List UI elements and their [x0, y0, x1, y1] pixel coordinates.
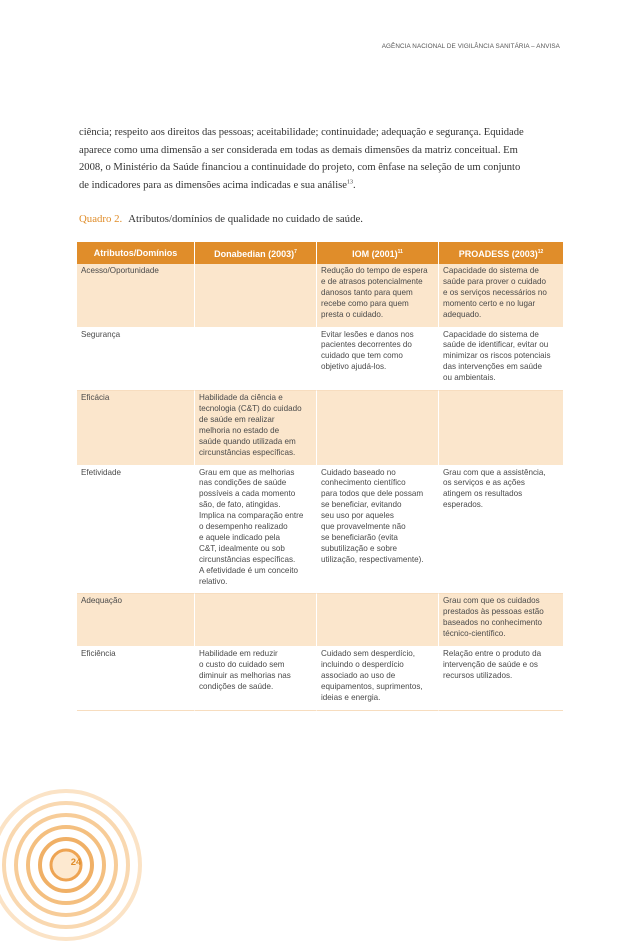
proadess-cell [439, 328, 563, 392]
citation-ref: 13 [346, 179, 353, 186]
cell-line: incluindo o desperdício [321, 660, 404, 669]
donabedian-cell [195, 594, 317, 647]
attribute-cell: Efetividade [77, 466, 195, 595]
cell-line: utilização, respectivamente). [321, 554, 424, 564]
cell-line: Implica na comparação entre [199, 511, 304, 521]
cell-line: circunstâncias específicas. [199, 554, 296, 564]
table-row [77, 466, 563, 595]
cell-line: presta o cuidado. [321, 309, 384, 319]
cell-line: se beneficiarão (evita [321, 532, 398, 542]
cell-line: se beneficiar, evitando [321, 500, 402, 510]
donabedian-cell [195, 466, 317, 595]
cell-line: Grau com que a assistência, [443, 467, 546, 477]
quality-attributes-table [77, 242, 563, 711]
cell-line: Relação entre o produto da [443, 649, 542, 659]
caption-label: Quadro 2. [79, 213, 123, 225]
iom-cell [317, 391, 439, 465]
cell-line: que provavelmente não [321, 522, 406, 532]
cell-line: ideias e energia. [321, 692, 381, 702]
cell-line: os serviços e as ações [443, 478, 525, 488]
cell-line: associado ao uso de [321, 670, 396, 680]
cell-line: C&T, idealmente ou sob [199, 543, 285, 553]
paragraph-line: 2008, o Ministério da Saúde financiou a continuidade do projeto, com ênfase na seleção de um conjunto [79, 162, 521, 174]
cell-line: técnico-científico. [443, 629, 506, 639]
cell-line: objetivo ajudá-los. [321, 362, 387, 372]
cell-line: Grau com que os cuidados [443, 596, 540, 606]
table-row [77, 647, 563, 711]
cell-line: de saúde em realizar [199, 414, 275, 424]
donabedian-cell [195, 391, 317, 465]
paragraph-line: aparece como uma dimensão a ser considerada em todas as demais dimensões da matriz conceitual. Em [79, 144, 518, 156]
cell-line: intervenção de saúde e os [443, 660, 538, 669]
cell-line: baseados no conhecimento [443, 618, 542, 628]
proadess-cell [439, 594, 563, 647]
cell-line: e aquele indicado pela [199, 532, 281, 542]
table-header-row [77, 242, 563, 264]
cell-line: relativo. [199, 576, 228, 586]
cell-line: Cuidado sem desperdício, [321, 649, 416, 659]
proadess-cell [439, 391, 563, 465]
proadess-cell [439, 466, 563, 595]
page-number: 24 [70, 857, 82, 868]
attribute-cell: Segurança [77, 328, 195, 392]
iom-cell [317, 647, 439, 711]
iom-cell [317, 328, 439, 392]
cell-line: condições de saúde. [199, 681, 274, 691]
cell-line: Evitar lesões e danos nos [321, 329, 414, 339]
table-row [77, 264, 563, 328]
donabedian-cell [195, 647, 317, 711]
cell-line: atingem os resultados [443, 489, 523, 499]
cell-line: saúde para prover o cuidado [443, 276, 547, 286]
cell-line: cuidado que tem como [321, 351, 403, 361]
cell-line: circunstâncias específicas. [199, 447, 296, 457]
cell-line: conhecimento científico [321, 478, 406, 488]
cell-line: das intervenções em saúde [443, 362, 542, 372]
cell-line: para todos que dele possam [321, 489, 424, 499]
proadess-cell [439, 647, 563, 711]
table-row [77, 594, 563, 647]
cell-line: pacientes decorrentes do [321, 340, 412, 350]
column-header: PROADESS $(2003)^{12}$ [439, 242, 563, 264]
cell-line: Capacidade do sistema de [443, 266, 539, 275]
attribute-cell: Adequação [77, 594, 195, 647]
cell-line: saúde de identificar, evitar ou [443, 340, 549, 350]
body-paragraph [79, 124, 562, 194]
cell-line: A efetividade é um conceito [199, 565, 298, 575]
cell-line: Grau em que as melhorias [199, 467, 295, 477]
column-header: IOM $(2001)^{11}$ [317, 242, 439, 264]
paragraph-line-last [79, 177, 562, 195]
iom-cell [317, 264, 439, 328]
table-caption [79, 213, 363, 225]
cell-line: e de atrasos potencialmente [321, 276, 423, 286]
paragraph-text: de indicadores para as dimensões acima indicadas e sua análise [79, 179, 347, 191]
table-row [77, 328, 563, 392]
cell-line: ou ambientais. [443, 373, 496, 383]
cell-line: seu uso por aqueles [321, 511, 394, 521]
cell-line: saúde quando utilizada em [199, 436, 296, 446]
cell-line: recebe como para quem [321, 298, 409, 308]
cell-line: esperados. [443, 500, 484, 510]
cell-line: o desempenho realizado [199, 522, 288, 532]
cell-line: melhoria no estado de [199, 425, 280, 435]
cell-line: danosos tanto para quem [321, 287, 413, 297]
attribute-cell: Acesso/Oportunidade [77, 264, 195, 328]
donabedian-cell [195, 328, 317, 392]
attribute-cell: Eficiência [77, 647, 195, 711]
cell-line: nas condições de saúde [199, 478, 287, 488]
donabedian-cell [195, 264, 317, 328]
cell-line: são, de fato, atingidas. [199, 500, 281, 510]
paragraph-end: . [352, 179, 356, 191]
cell-line: minimizar os riscos potenciais [443, 351, 551, 361]
cell-line: o custo do cuidado sem [199, 660, 285, 669]
column-header: Donabedian $(2003)^7$ [195, 242, 317, 264]
table-row [77, 391, 563, 465]
cell-line: prestados às pessoas estão [443, 607, 544, 617]
iom-cell [317, 594, 439, 647]
cell-line: tecnologia (C&T) do cuidado [199, 403, 302, 413]
cell-line: possíveis a cada momento [199, 489, 296, 499]
cell-line: e os serviços necessários no [443, 287, 547, 297]
cell-line: equipamentos, suprimentos, [321, 681, 423, 691]
cell-line: Capacidade do sistema de [443, 329, 539, 339]
cell-line: adequado. [443, 309, 482, 319]
cell-line: diminuir as melhorias nas [199, 670, 291, 680]
running-header: AGÊNCIA NACIONAL DE VIGILÂNCIA SANITÁRIA – ANVISA [381, 43, 560, 50]
proadess-cell [439, 264, 563, 328]
cell-line: Habilidade da ciência e [199, 393, 283, 403]
cell-line: recursos utilizados. [443, 670, 513, 680]
column-header: Atributos/Domínios [77, 242, 195, 264]
paragraph-line: ciência; respeito aos direitos das pessoas; aceitabilidade; continuidade; adequação e segurança. Equidade [79, 127, 524, 138]
cell-line: Cuidado baseado no [321, 467, 396, 477]
iom-cell [317, 466, 439, 595]
cell-line: momento certo e no lugar [443, 298, 536, 308]
caption-text: Atributos/domínios de qualidade no cuidado de saúde. [128, 213, 363, 225]
cell-line: Habilidade em reduzir [199, 649, 278, 659]
attribute-cell: Eficácia [77, 391, 195, 465]
cell-line: subutilização e sobre [321, 543, 398, 553]
cell-line: Redução do tempo de espera [321, 266, 428, 275]
